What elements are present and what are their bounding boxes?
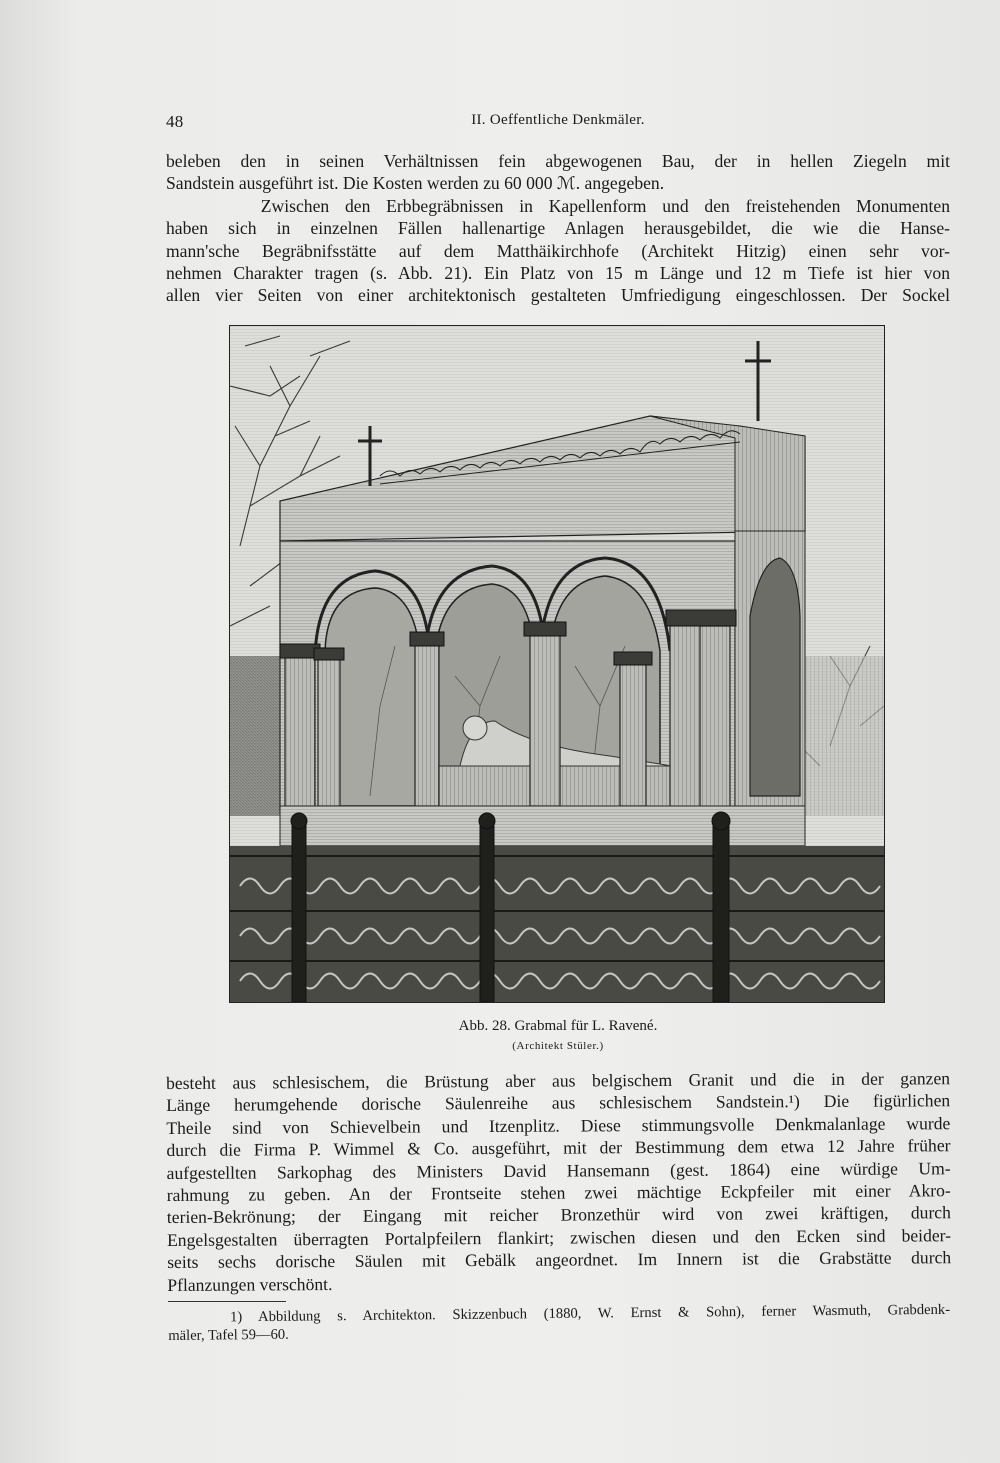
figure-credit: (Architekt Stüler.) [512, 1040, 604, 1052]
text-line: Sandstein ausgeführt ist. Die Kosten werden zu 60 000 ℳ. angegeben. [166, 173, 665, 194]
text-line: Länge herumgehende dorische Säulenreihe aus schlesischem Sandstein.¹) Die figürlichen [166, 1090, 951, 1116]
text-line: seits sechs dorische Säulen mit Gebälk angeordnet. Im Innern ist die Grabstätte durch [167, 1247, 952, 1273]
text-line: allen vier Seiten von einer architektonisch gestalteten Umfriedigung eingeschlossen. Der Sockel [166, 285, 950, 306]
running-head: II. Oeffentliche Denkmäler. [471, 112, 645, 128]
footnote-line: mäler, Tafel 59—60. [168, 1326, 289, 1344]
footnote-line: 1) Abbildung s. Architekton. Skizzenbuch (1880, W. Ernst & Sohn), ferner Wasmuth, Grabdenk- [230, 1301, 951, 1326]
figure-caption: Abb. 28. Grabmal für L. Ravené. [458, 1018, 658, 1034]
text-line: Pflanzungen verschönt. [167, 1273, 333, 1295]
page-number: 48 [166, 112, 184, 131]
text-line: haben sich in einzelnen Fällen hallenartige Anlagen herausgebildet, die wie die Hanse- [166, 218, 950, 239]
text-line: rahmung zu geben. An der Frontseite stehen zwei mächtige Eckpfeiler mit einer Akro- [166, 1180, 951, 1206]
footnote-rule [168, 1301, 286, 1302]
text-line: Zwischen den Erbbegräbnissen in Kapellenform und den freistehenden Monumenten [166, 195, 950, 216]
footnote [168, 1301, 950, 1345]
text-line: mann'sche Begräbnifsstätte auf dem Matthäikirchhofe (Architekt Hitzig) einen sehr vor- [166, 240, 950, 261]
text-line: durch die Firma P. Wimmel & Co. ausgeführt, mit der Bestimmung dem etwa 12 Jahre früher [166, 1135, 951, 1161]
text-line: nehmen Charakter tragen (s. Abb. 21). Ein Platz von 15 m Länge und 12 m Tiefe ist hier von [166, 263, 950, 284]
text-line: aufgestellten Sarkophag des Ministers David Hansemann (gest. 1864) eine würdige Um- [166, 1157, 951, 1183]
page-header [166, 112, 950, 136]
text-line: Theile sind von Schievelbein und Itzenplitz. Diese stimmungsvolle Denkmalanlage wurde [166, 1113, 951, 1138]
text-line: Engelsgestalten überragten Portalpfeilern flankirt; zwischen diesen und den Ecken sind beider- [166, 1225, 952, 1250]
paragraph-top [166, 150, 950, 307]
paragraph-bottom [166, 1067, 951, 1296]
text-line: terien-Bekrönung; der Eingang mit reicher Bronzethür wird von zwei kräftigen, durch [166, 1202, 951, 1228]
text-line: besteht aus schlesischem, die Brüstung aber aus belgischem Granit und die in der ganzen [166, 1068, 951, 1093]
engraving-illustration [229, 325, 885, 1003]
text-line: beleben den in seinen Verhältnissen fein abgewogenen Bau, der in hellen Ziegeln mit [166, 151, 950, 171]
